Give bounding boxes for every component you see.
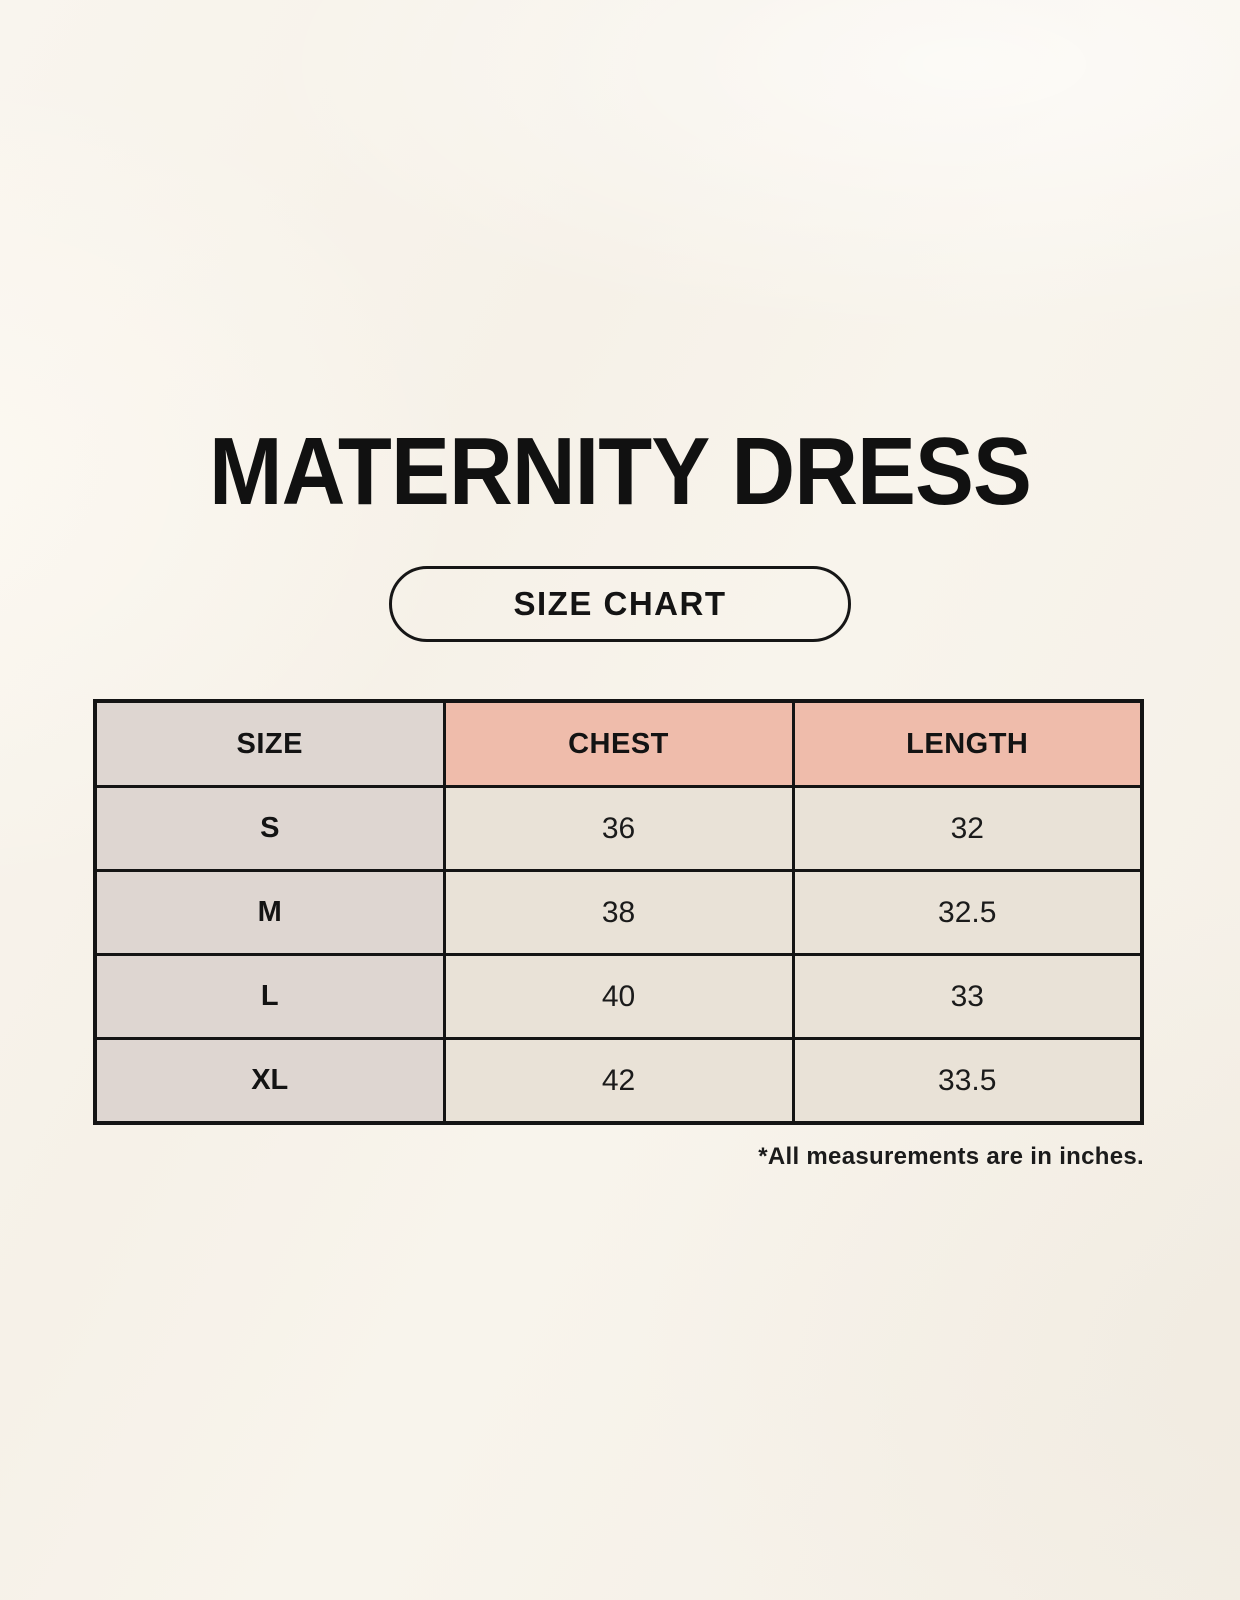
column-header-chest: CHEST — [444, 701, 793, 787]
chest-cell: 40 — [444, 955, 793, 1039]
table-row-s — [95, 787, 1142, 871]
table-row-m — [95, 871, 1142, 955]
size-cell: L — [95, 955, 444, 1039]
size-cell: S — [95, 787, 444, 871]
chest-cell: 42 — [444, 1039, 793, 1124]
page-title: MATERNITY DRESS — [208, 418, 1032, 525]
length-cell: 33.5 — [793, 1039, 1142, 1124]
size-chart-table — [93, 699, 1144, 1125]
column-header-length: LENGTH — [793, 701, 1142, 787]
length-cell: 32.5 — [793, 871, 1142, 955]
table-header-row — [95, 701, 1142, 787]
size-cell: M — [95, 871, 444, 955]
table-row-l — [95, 955, 1142, 1039]
chest-cell: 36 — [444, 787, 793, 871]
length-cell: 32 — [793, 787, 1142, 871]
table-row-xl — [95, 1039, 1142, 1124]
column-header-size: SIZE — [95, 701, 444, 787]
size-chart-badge-label: SIZE CHART — [513, 585, 727, 622]
length-cell: 33 — [793, 955, 1142, 1039]
chest-cell: 38 — [444, 871, 793, 955]
size-cell: XL — [95, 1039, 444, 1124]
size-chart-badge — [389, 566, 851, 642]
measurement-note: *All measurements are in inches. — [758, 1143, 1144, 1170]
